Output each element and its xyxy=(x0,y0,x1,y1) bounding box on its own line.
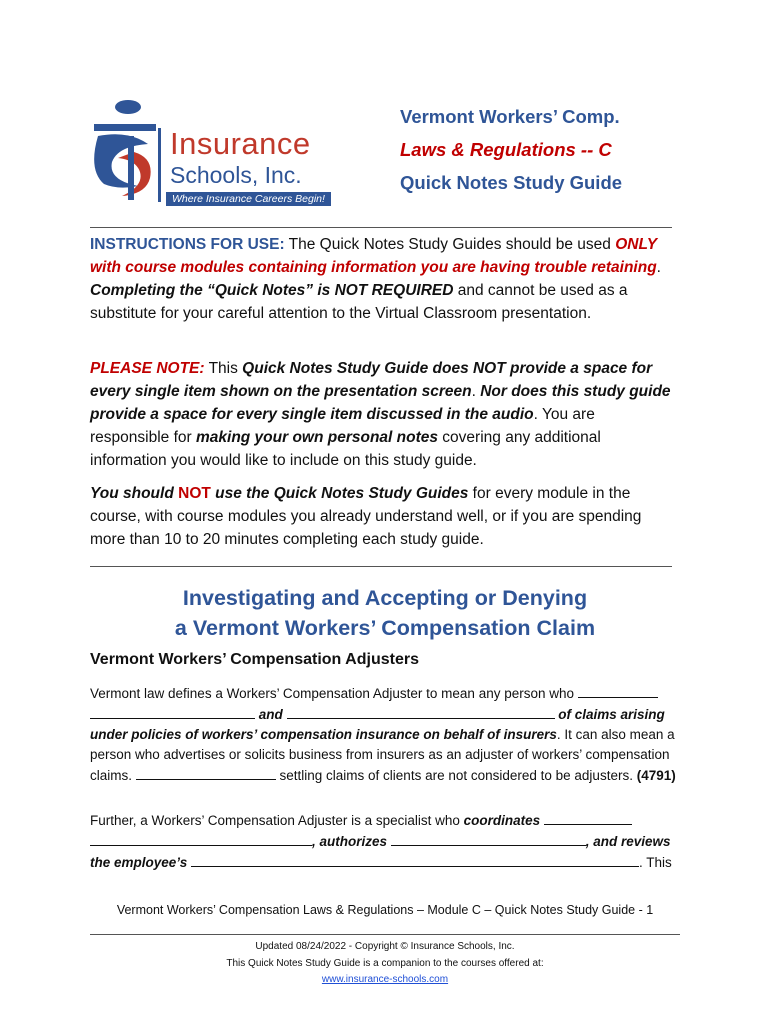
fill-in-blank[interactable] xyxy=(90,831,312,846)
adjuster-text-3: settling claims of clients are not considered to be adjusters. xyxy=(275,768,637,783)
fill-in-blank[interactable] xyxy=(391,831,586,846)
usage-text-3: for every module in the course, with course modules you already understand well, or if you are spending more than 10 to 20 minutes completing each study guide. xyxy=(90,485,642,548)
note-text-1: This xyxy=(204,360,243,377)
adjuster-and: and xyxy=(255,707,287,722)
please-note-paragraph xyxy=(90,357,675,472)
adjuster-text-2: . It can also mean a person who advertises or solicits business from insurers as an adjuster of workers’ compensation claims. xyxy=(90,727,675,783)
note-text-3: . You are responsible for xyxy=(90,406,595,446)
fill-in-blank[interactable] xyxy=(544,810,632,825)
company-logo xyxy=(88,100,328,212)
statute-reference: (4791) xyxy=(636,768,676,783)
instructions-text-3: and cannot be used as a substitute for your careful attention to the Virtual Classroom presentation. xyxy=(90,282,628,322)
note-emphasis-2: Nor does this study guide provide a space for every single item discussed in the audio xyxy=(90,383,671,423)
section-subheading: Vermont Workers’ Compensation Adjusters xyxy=(90,651,419,668)
divider-footer xyxy=(90,934,680,935)
fill-in-blank[interactable] xyxy=(191,852,639,867)
fill-in-blank[interactable] xyxy=(90,704,255,719)
adjuster-text-1: Vermont law defines a Workers’ Compensation Adjuster to mean any person who xyxy=(90,686,578,701)
please-note-label: PLEASE NOTE: xyxy=(90,360,205,377)
adjuster-definition-paragraph xyxy=(90,683,678,786)
fill-in-blank[interactable] xyxy=(136,765,276,780)
divider-top xyxy=(90,227,672,228)
website-link[interactable]: www.insurance-schools.com xyxy=(321,974,449,985)
instructions-emphasis-only: ONLY with course modules containing information you are having trouble retaining xyxy=(90,236,657,276)
further-reviews: , and reviews the employee’s xyxy=(90,834,671,870)
footer-updated: Updated 08/24/2022 - Copyright © Insurance Schools, Inc. xyxy=(255,941,515,952)
usage-paragraph xyxy=(90,482,675,551)
instructions-text-2: . xyxy=(656,259,661,276)
adjuster-emphasis: of claims arising under policies of workers’ compensation insurance on behalf of insurers xyxy=(90,707,665,742)
logo-brand-top: Insurance xyxy=(170,126,311,161)
note-emphasis-3: making your own personal notes xyxy=(195,429,438,446)
fill-in-blank[interactable] xyxy=(287,704,555,719)
instructions-paragraph xyxy=(90,233,675,325)
title-line-1: Vermont Workers’ Comp. xyxy=(400,106,620,127)
document-title xyxy=(400,100,730,199)
footer-companion: This Quick Notes Study Guide is a companion to the courses offered at: xyxy=(226,958,544,969)
note-text-4: covering any additional information you would like to include on this study guide. xyxy=(90,429,601,469)
further-text-2: . This xyxy=(639,855,672,870)
note-emphasis-1: Quick Notes Study Guide does NOT provide a space for every single item shown on the presentation screen xyxy=(90,360,653,400)
divider-middle xyxy=(90,566,672,567)
further-authorizes: , authorizes xyxy=(312,834,391,849)
footer-url-wrapper xyxy=(90,972,680,988)
adjuster-role-paragraph xyxy=(90,810,678,873)
further-text-1: Further, a Workers’ Compensation Adjuster is a specialist who xyxy=(90,813,464,828)
section-title-line-1: Investigating and Accepting or Denying xyxy=(182,586,588,610)
instructions-not-required: Completing the “Quick Notes” is NOT REQUIRED xyxy=(90,282,454,299)
usage-text-2: use the Quick Notes Study Guides xyxy=(210,485,469,502)
further-coordinates: coordinates xyxy=(463,813,541,828)
section-title-line-2: a Vermont Workers’ Compensation Claim xyxy=(174,616,596,640)
instructions-label: INSTRUCTIONS FOR USE: xyxy=(90,236,285,253)
usage-not: NOT xyxy=(178,485,211,502)
instructions-text-1: The Quick Notes Study Guides should be used xyxy=(284,236,616,253)
note-text-2: . xyxy=(471,383,481,400)
usage-text-1: You should xyxy=(90,485,179,502)
title-line-2: Laws & Regulations -- C xyxy=(400,139,612,160)
section-title xyxy=(90,583,680,643)
fill-in-blank[interactable] xyxy=(578,683,658,698)
logo-brand-bottom: Schools, Inc. xyxy=(170,162,302,188)
title-line-3: Quick Notes Study Guide xyxy=(400,172,623,193)
page-footer-title: Vermont Workers’ Compensation Laws & Regulations – Module C – Quick Notes Study Guide - 1 xyxy=(116,903,654,917)
logo-tagline: Where Insurance Careers Begin! xyxy=(166,192,331,206)
